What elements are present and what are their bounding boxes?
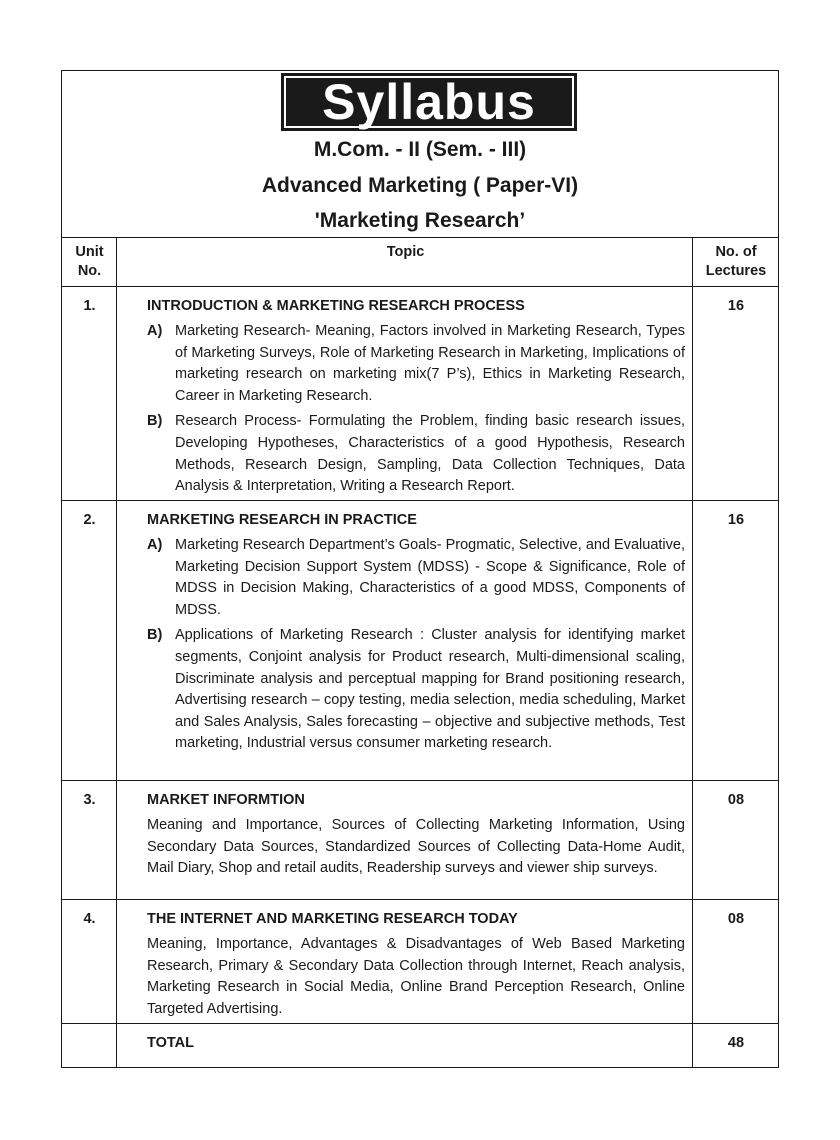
topic-text: Meaning and Importance, Sources of Collecting Marketing Information, Using Secondary Data Sources, Standardized Sources of Collecting Data-Home Audit, Mail Diary, Shop and retail audits, Readership surveys and viewer ship surveys. <box>147 817 685 877</box>
total-lectures: 48 <box>727 1035 745 1051</box>
lecture-count: 08 <box>727 911 745 927</box>
total-row <box>62 1025 778 1065</box>
item-label: A) <box>147 323 163 339</box>
lecture-count: 16 <box>727 298 745 314</box>
topic-cell <box>118 510 693 759</box>
unit-number: 4. <box>83 911 96 927</box>
topic-title: MARKETING RESEARCH IN PRACTICE <box>147 512 417 528</box>
table-header <box>62 239 778 287</box>
item-text: Research Process- Formulating the Problem, finding basic research issues, Developing Hypotheses, Characteristics of a good Hypothesis, Research Methods, Research Design, Sampling, Data Collection Techniques, Data Analysis & Interpretation, Writing a Research Report. <box>175 413 685 495</box>
item-label: A) <box>147 537 163 553</box>
lecture-count: 16 <box>727 512 745 528</box>
item-label: B) <box>147 413 163 430</box>
topic-item <box>147 411 685 497</box>
topic-title: INTRODUCTION & MARKETING RESEARCH PROCESS <box>147 298 525 314</box>
topic-title: MARKET INFORMTION <box>147 792 305 808</box>
topic-item <box>147 321 685 407</box>
unit-number: 1. <box>83 298 96 314</box>
topic-title: THE INTERNET AND MARKETING RESEARCH TODAY <box>147 911 518 927</box>
total-label: TOTAL <box>147 1035 194 1051</box>
unit-number: 3. <box>83 792 96 808</box>
paper-title: 'Marketing Research’ <box>314 209 526 232</box>
lecture-count: 08 <box>727 792 745 808</box>
syllabus-badge <box>281 73 577 131</box>
item-text: Marketing Research- Meaning, Factors involved in Marketing Research, Types of Marketing Surveys, Role of Marketing Research in Marketing, Implications of marketing research on marketing mix(7 P’s), Ethics in Marketing Research, Career in Marketing Research. <box>175 323 685 404</box>
table-row <box>62 782 778 900</box>
topic-cell <box>118 790 693 880</box>
subject-title: Advanced Marketing ( Paper-VI) <box>261 174 579 197</box>
header <box>62 71 778 238</box>
syllabus-frame <box>61 70 779 1068</box>
table-row <box>62 502 778 781</box>
unit-number: 2. <box>83 512 96 528</box>
total-cell <box>118 1033 693 1058</box>
item-label: B) <box>147 627 163 644</box>
topic-item <box>147 625 685 755</box>
table-row <box>62 288 778 501</box>
item-text: Applications of Marketing Research : Cluster analysis for identifying market segments, Conjoint analysis for Product research, Multi-dimensional scaling, Discriminate analysis and perceptual mapping for Brand positioning research, Advertising research – copy testing, media selection, media scheduling, Market and Sales Analysis, Sales forecasting – objective and subjective methods, Test marketing, Industrial versus consumer marketing research. <box>175 627 685 752</box>
topic-cell <box>118 909 693 1020</box>
topic-cell <box>118 296 693 502</box>
header-topic: Topic <box>386 244 425 260</box>
topic-text: Meaning, Importance, Advantages & Disadvantages of Web Based Marketing Research, Primary & Secondary Data Collection through Internet, Reach analysis, Marketing Research in Social Media, Online Brand Perception Research, Online Targeted Advertising. <box>147 936 685 1017</box>
header-unit-no: Unit No. <box>75 244 104 279</box>
badge-text: Syllabus <box>322 74 536 130</box>
header-lectures: No. of Lectures <box>705 244 767 279</box>
course-title: M.Com. - II (Sem. - III) <box>313 138 527 161</box>
topic-item <box>147 535 685 621</box>
item-text: Marketing Research Department’s Goals- Progmatic, Selective, and Evaluative, Marketing Decision Support System (MDSS) - Scope & Significance, Role of MDSS in Decision Making, Characteristics of a good MDSS, Components of MDSS. <box>175 537 685 618</box>
table-row <box>62 901 778 1024</box>
